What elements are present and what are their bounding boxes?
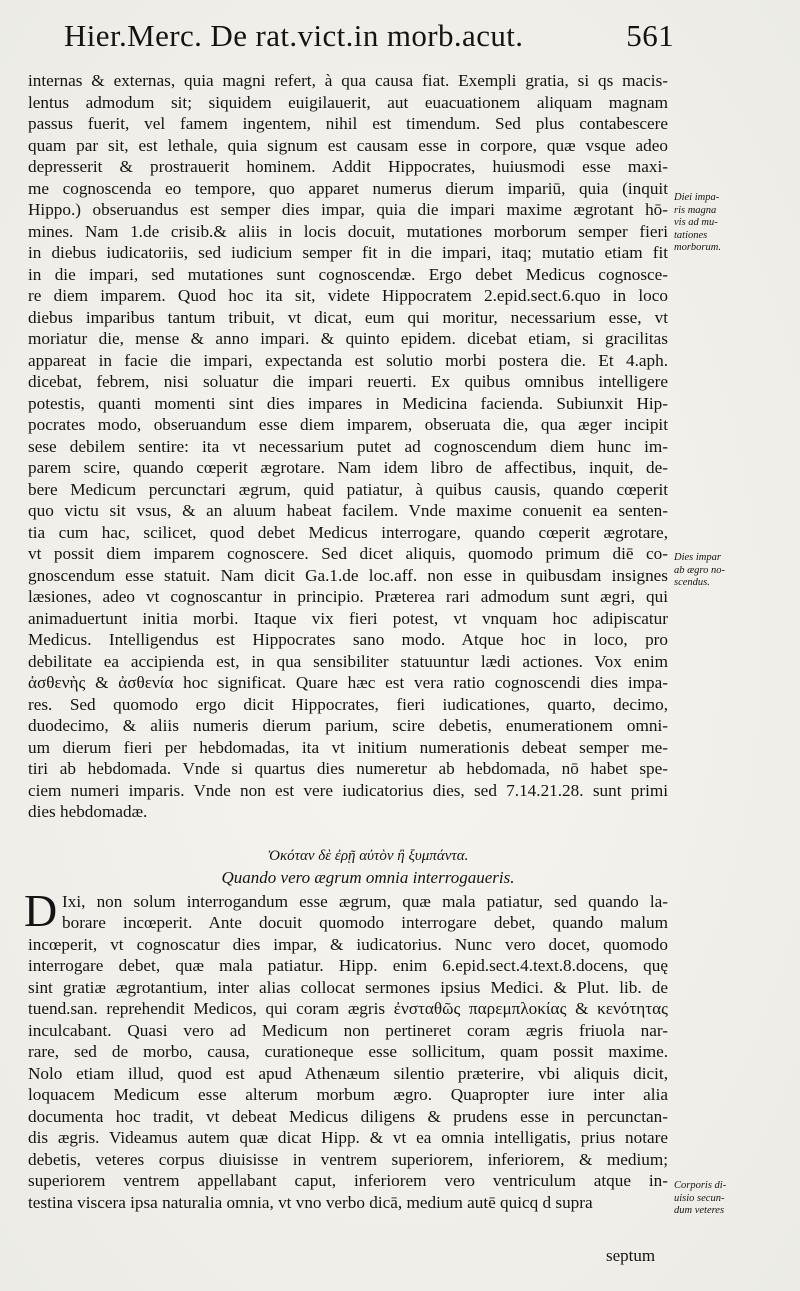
greek-lemma: Ὁκόταν δὲ ἐρῇ αὐτὸν ἢ ξυμπάντα.	[267, 847, 469, 864]
margin-note-line: ris magna	[674, 204, 717, 216]
paragraph-commentary	[28, 70, 668, 823]
text-line: inculcabant. Quasi vero ad Medicum non pertineret coram ægris friuola nar-	[28, 1020, 668, 1040]
text-line: dies hebdomadæ.	[28, 802, 148, 821]
text-line: ciem numeri imparis. Vnde non est vere iudicatorius dies, sed 7.14.21.28. sunt primi	[28, 780, 668, 800]
text-line: passus fuerit, vel famem ingentem, nihil est timendum. Sed plus contabescere	[28, 114, 668, 133]
text-line: sint gratiæ ægrotantium, inter alias collocat sermones ipsius Medici. & Plut. lib. de	[28, 977, 668, 997]
text-line: debetis, veteres corpus diuisisse in ventrem superiorem, inferiorem, & medium;	[28, 1149, 668, 1169]
text-line: lentus admodum sit; siquidem euigilauerit, aut euacuationem aliquam magnam	[28, 92, 668, 112]
text-line: depresserit & prostrauerit hominem. Addit Hippocrates, huiusmodi esse maxi-	[28, 157, 668, 176]
paragraph-second	[24, 884, 668, 1214]
text-line: potestis, quanti momenti sint dies impares in Medicina facienda. Subiunxit Hip-	[28, 393, 668, 413]
margin-note-corporis-divisio	[674, 1180, 764, 1218]
text-line: res. Sed quomodo ergo dicit Hippocrates, fieri iudicationes, quarto, decimo,	[28, 694, 668, 714]
text-line: dis ægris. Videamus autem quæ dicat Hipp. & vt ea omnia intelligatis, prius notare	[28, 1128, 668, 1147]
margin-note-line: scendus.	[674, 577, 710, 588]
text-line: documenta hoc tradit, vt debeat Medicus diligens & prudens esse in percunctan-	[28, 1106, 668, 1126]
text-line: tuend.san. reprehendit Medicos, qui coram ægris ἐνσταθῶς παρεμπλοκίας & κενότητας	[28, 999, 668, 1018]
text-line: me cognoscenda eo tempore, quo apparet numerus dierum impariū, quia (inquit	[28, 178, 668, 198]
text-line: ἀσθενὴς & ἀσθενία hoc significat. Quare hæc est vera ratio cognoscendi dies impa-	[28, 673, 668, 692]
text-line: debilitate ea accipienda est, in qua sensibiliter statuuntur lædi actiones. Vox enim	[28, 651, 668, 671]
margin-note-line: Diei impa-	[674, 192, 720, 203]
margin-note-line: Corporis di-	[674, 1180, 727, 1191]
running-title: Hier.Merc. De rat.vict.in morb.acut.	[64, 18, 524, 53]
body-text	[24, 70, 668, 1213]
text-line: pocrates modo, obseruandum esse diem imparem, obseruata die, qua æger incipit	[28, 415, 668, 434]
text-line: duodecimo, & aliis numeris dierum parium, scire debetis, enumerationem omni-	[28, 716, 668, 735]
latin-lemma: Quando vero ægrum omnia interrogaueris.	[221, 867, 515, 887]
margin-note-cognoscendus	[674, 552, 764, 590]
text-line: Medicus. Intelligendus est Hippocrates sano modo. Atque hoc in loco, pro	[28, 630, 668, 649]
text-line: tiri ab hebdomada. Vnde si quartus dies numeretur ab hebdomada, nō habet spe-	[28, 759, 668, 778]
text-line: internas & externas, quia magni refert, à qua causa fiat. Exempli gratia, si qs macis-	[28, 71, 668, 90]
margin-note-dies-impar	[674, 192, 764, 255]
text-line: interrogare debet, quæ mala patiatur. Hipp. enim 6.epid.sect.4.text.8.docens, quę	[28, 956, 668, 975]
text-line: quam par sit, est lethale, quia signum est causam esse in corpore, quæ vsque adeo	[28, 135, 668, 155]
paragraph-second-lines	[28, 891, 668, 1214]
text-line: parem scire, quando cœperit ægrotare. Nam idem libro de affectibus, inquit, de-	[28, 458, 668, 477]
text-line: in diebus iudicatoriis, sed iudicium semper fit in die impari, itaq; mutatio etiam fit	[28, 243, 668, 262]
text-line: Hippo.) obseruandus est semper dies impar, quia die impari maxime ægrotant hō-	[28, 200, 668, 219]
text-line: borare incœperit. Ante docuit quomodo interrogare debet, quando malum	[62, 913, 668, 932]
text-line: vt possit diem imparem cognoscere. Sed dicet aliquis, quomodo primum diē co-	[28, 544, 668, 563]
text-line: diebus imparibus tantum tribuit, vt dicat, eum qui moritur, necessarium esse, vt	[28, 307, 668, 327]
page-number: 561	[626, 18, 674, 53]
running-head	[64, 18, 674, 54]
text-line: testina viscera ipsa naturalia omnia, vt vno verbo dicā, medium autē quicq d supra	[28, 1192, 593, 1212]
margin-note-line: vis ad mu-	[674, 217, 718, 228]
text-line: tia cum hac, scilicet, quod debet Medicus interrogare, quando cœperit ægrotare,	[28, 522, 668, 542]
drop-capital: D	[24, 884, 58, 936]
text-line: in die impari, sed mutationes sunt cognoscendæ. Ergo debet Medicus cognosce-	[28, 264, 668, 284]
text-line: incœperit, vt cognoscatur dies impar, & iudicatorius. Nunc vero docet, quomodo	[28, 934, 668, 954]
text-line: re diem imparem. Quod hoc ita sit, videte Hippocratem 2.epid.sect.6.quo in loco	[28, 286, 668, 305]
text-line: dicebat, febrem, nisi soluatur die impari reuerti. Ex quibus omnibus intelligere	[28, 372, 668, 391]
margin-note-line: morborum.	[674, 242, 721, 253]
text-line: moriatur die, mense & anno impari. & quinto epidem. dicebat etiam, si gracilitas	[28, 329, 668, 348]
catchword: septum	[606, 1246, 656, 1265]
text-line: Nolo etiam illud, quod est apud Athenæum silentio præterire, vbi aliquis dicit,	[28, 1063, 668, 1083]
text-line: loquacem Medicum esse alterum morbum ægro. Quapropter iure inter alia	[28, 1085, 668, 1104]
text-line: sese debilem sentire: ita vt necessarium putet ad cognoscendum diem hunc im-	[28, 436, 668, 456]
text-line: rare, sed de morbo, causa, curationeque esse sollicitum, quam possit maxime.	[28, 1042, 668, 1061]
text-line: læsiones, adeo vt cognoscantur in principio. Præterea rari admodum sunt ægri, qui	[28, 587, 668, 606]
text-line: appareat in facie die impari, expectanda est solutio morbi postera die. Et 4.aph.	[28, 350, 668, 370]
margin-note-line: Dies impar	[674, 552, 721, 563]
margin-note-line: uisio secun-	[674, 1192, 725, 1204]
text-line: superiorem ventrem appellabant caput, inferiorem vero ventriculum atque in-	[28, 1171, 668, 1190]
text-line: bere Medicum percunctari ægrum, quid patiatur, à quibus causis, quando cœperit	[28, 479, 668, 499]
margin-note-line: tationes	[674, 229, 708, 241]
text-line: um dierum fieri per hebdomadas, ita vt initium numerationis debeat semper me-	[28, 737, 668, 757]
margin-note-line: ab ægro no-	[674, 564, 725, 576]
text-line: animaduertunt initia morbi. Itaque vix fieri potest, vt vnquam hoc adipiscatur	[28, 608, 668, 628]
text-line: quo victu sit vsus, & an aluum habeat facilem. Vnde maxime conuenit ea senten-	[28, 501, 668, 520]
text-line: Ixi, non solum interrogandum esse ægrum, quæ mala patiatur, sed quando la-	[62, 891, 668, 911]
text-line: mines. Nam 1.de crisib.& aliis in locis docuit, mutationes morborum semper fieri	[28, 221, 668, 241]
margin-note-line: dum veteres	[674, 1205, 725, 1216]
text-line: gnoscendum esse statuit. Nam dicit Ga.1.de loc.aff. non esse in quibusdam insignes	[28, 565, 668, 585]
